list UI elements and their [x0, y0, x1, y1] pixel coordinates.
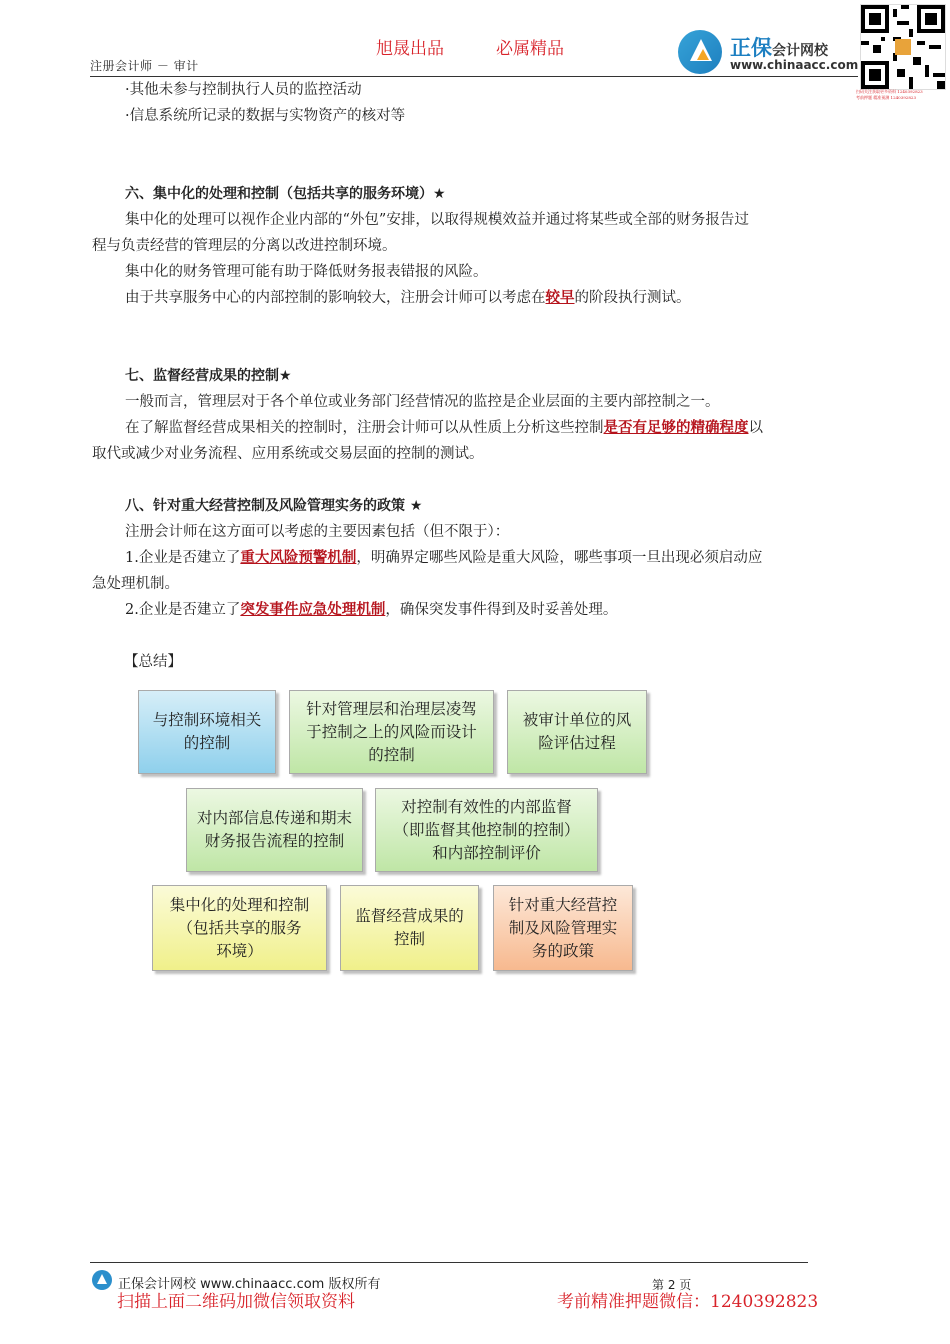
section-8-item-1b: 急处理机制。 [92, 576, 179, 592]
highlight-risk-warning: 重大风险预警机制 [240, 549, 357, 566]
summary-box-risk-assessment: 被审计单位的风 险评估过程 [507, 690, 647, 774]
section-6-para-1b: 程与负责经营的管理层的分离以改进控制环境。 [92, 238, 397, 254]
footer-logo-triangle [97, 1274, 107, 1284]
section-7-para-2: 在了解监督经营成果相关的控制时，注册会计师可以从性质上分析这些控制是否有足够的精确程度以 [125, 419, 763, 436]
summary-box-centralized-processing: 集中化的处理和控制 （包括共享的服务 环境） [152, 885, 327, 971]
highlight-precision: 是否有足够的精确程度 [603, 419, 749, 436]
section-6-para-3: 由于共享服务中心的内部控制的影响较大，注册会计师可以考虑在较早的阶段执行测试。 [125, 289, 691, 306]
section-7-para-1: 一般而言，管理层对于各个单位或业务部门经营情况的监控是企业层面的主要内部控制之一。 [125, 394, 720, 410]
brand-url: www.chinaacc.com [730, 58, 859, 72]
brand-logo-accent [697, 49, 709, 60]
bullet-item: ·信息系统所记录的数据与实物资产的核对等 [125, 108, 406, 124]
summary-box-management-override: 针对管理层和治理层凌驾 于控制之上的风险而设计 的控制 [289, 690, 494, 774]
section-6-para-2: 集中化的财务管理可能有助于降低财务报表错报的风险。 [125, 264, 488, 280]
footer-promo-right: 考前精准押题微信：1240392823 [557, 1292, 819, 1312]
qr-caption-line-2: 考前押题 精准预测 1240392823 [856, 95, 916, 100]
header-divider [90, 76, 858, 77]
summary-box-internal-monitoring: 对控制有效性的内部监督 （即监督其他控制的控制） 和内部控制评价 [375, 788, 598, 872]
section-6-para-1a: 集中化的处理可以视作企业内部的“外包”安排，以取得规模效益并通过将某些或全部的财务报告过 [125, 212, 749, 228]
highlight-earlier: 较早 [545, 289, 575, 306]
section-8-para-1: 注册会计师在这方面可以考虑的主要因素包括（但不限于）： [125, 524, 510, 540]
footer-divider [90, 1262, 808, 1263]
qr-caption-line-1: 扫码关注获取更多资料 1240392823 [856, 89, 923, 94]
qr-code-icon [860, 4, 946, 90]
footer-copyright: 正保会计网校 www.chinaacc.com 版权所有 [118, 1277, 381, 1292]
section-8-item-2: 2.企业是否建立了突发事件应急处理机制，确保突发事件得到及时妥善处理。 [125, 601, 618, 618]
highlight-emergency: 突发事件应急处理机制 [240, 601, 386, 618]
footer-promo-left: 扫描上面二维码加微信领取资料 [117, 1292, 355, 1312]
section-6-title: 六、集中化的处理和控制（包括共享的服务环境）★ [125, 186, 446, 202]
summary-box-risk-management-policy: 针对重大经营控 制及风险管理实 务的政策 [493, 885, 633, 971]
section-8-item-1: 1.企业是否建立了重大风险预警机制，明确界定哪些风险是重大风险，哪些事项一旦出现必须启动应 [125, 549, 763, 566]
header-slogan-right: 必属精品 [496, 39, 564, 59]
header-slogan-left: 旭晟出品 [376, 39, 444, 59]
summary-box-control-environment: 与控制环境相关 的控制 [138, 690, 276, 774]
brand-suffix: 会计网校 [772, 43, 828, 59]
section-8-title: 八、针对重大经营控制及风险管理实务的政策 ★ [125, 498, 423, 514]
summary-box-operating-results: 监督经营成果的 控制 [340, 885, 479, 971]
page-number: 第 2 页 [652, 1278, 692, 1292]
section-7-para-2b: 取代或减少对业务流程、应用系统或交易层面的控制的测试。 [92, 446, 484, 462]
bullet-item: ·其他未参与控制执行人员的监控活动 [125, 82, 362, 98]
summary-label: 【总结】 [124, 654, 182, 670]
section-7-title: 七、监督经营成果的控制★ [125, 368, 292, 384]
subject-title: 注册会计师 － 审计 [90, 59, 199, 73]
summary-box-information-reporting: 对内部信息传递和期末 财务报告流程的控制 [186, 788, 363, 872]
brand-name: 正保会计网校 [730, 36, 828, 60]
